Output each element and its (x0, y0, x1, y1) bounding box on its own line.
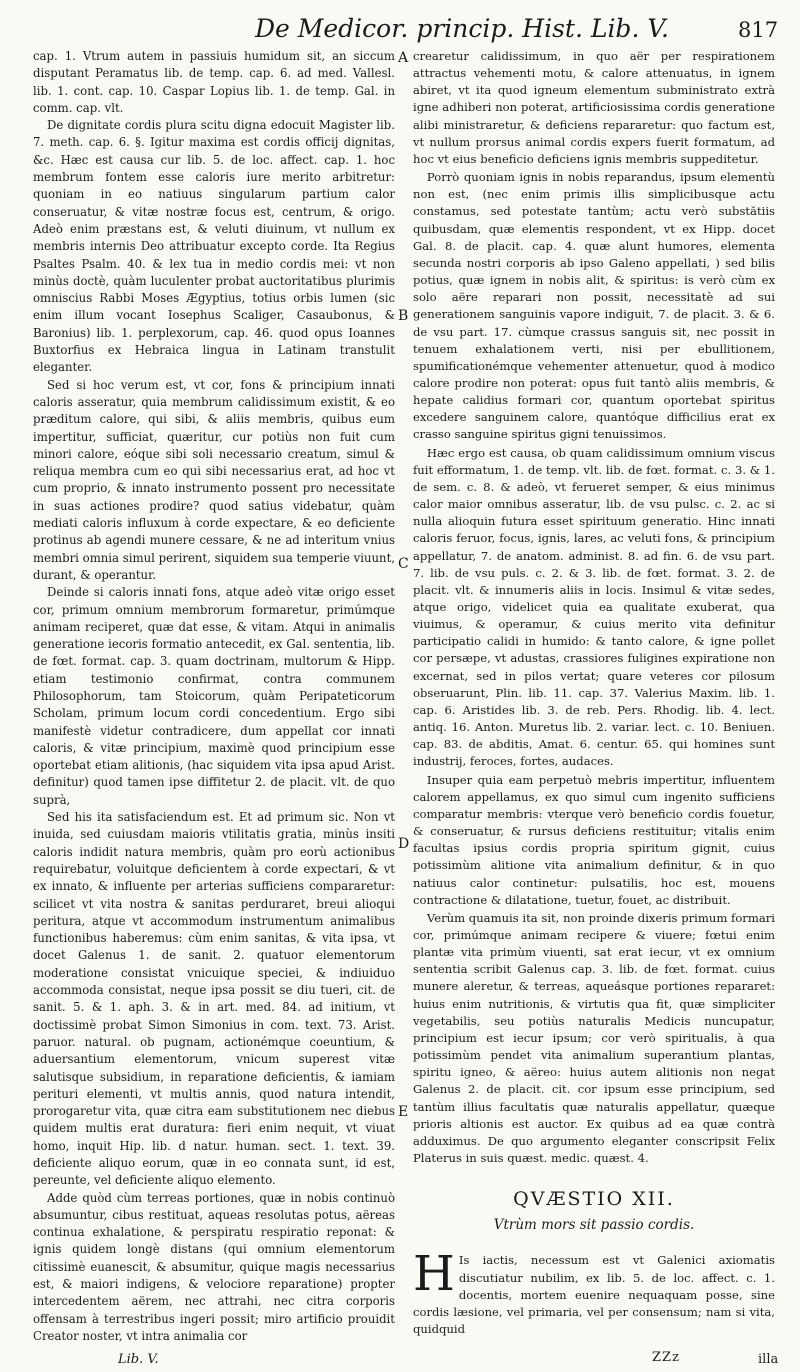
question-text (413, 1246, 775, 1338)
paragraph: Porrò quoniam ignis in nobis reparandus, ipsum elementù non est, (nec enim primis illis simplicibusque actu constamus, sed potestate tantùm; actu verò substătiis quibusdam, quæ elementis respondent, vt ex Hipp. docet Gal. 8. de placit. cap. 4. quæ alunt humores, elementa secunda nostri corporis ab ipso Galeno appellati, ) sed bilis potius, quæ ignem in nobis alit, & spiritus: is verò cùm ex solo aëre reparari non possit, necessitatè ad sui generationem sanguinis vapore indiguit, 7. de placit. 3. & 6. de vsu part. 17. cùmque crassus sanguis sit, nec possit in tenuem exhalationem verti, nisi per ebullitionem, spumificationémque vehementer attenuetur, quod à modico calore prodire non poterat: opus fuit tantò aliis membris, & hepate calidius formari cor, quantum oportebat spiritus excedere sanguinem calore, quantóque difficilius erat ex crasso sanguine spiritus gigni tenuissimos. (413, 170, 775, 442)
paragraph: Sed si hoc verum est, vt cor, fons & principium innati caloris asseratur, quia membrum calidissimum existit, & eo præditum calore, qui sibi, & aliis membris, quibus eum impertitur, sufficiat, quæritur, cur potiùs non fuit cum minori calore, eóque sibi soli necessario creatum, simul & reliqua membra cum eo qui sibi necessarius erat, ad hoc vt cum proprio, & innato instrumento possent pro necessitate in suas actiones prodire? quod satius videbatur, quàm mediati caloris influxum à corde expectare, & eo deficiente protinus ab agendi munere cessare, & ne ad interitum vnius membri omnia simul perirent, siquidem sua temperie viuunt, durant, & operantur. (33, 377, 395, 582)
margin-marker-c: C (398, 556, 409, 572)
paragraph: De dignitate cordis plura scitu digna edocuit Magister lib. 7. meth. cap. 6. §. Igitur maxima est cordis officij dignitas, &c. Hæc est causa cur lib. 5. de loc. affect. cap. 1. hoc membrum fontem esse caloris iure merito arbitretur: quoniam in eo natiuus singularum partium calor conseruatur, & vitæ nostræ focus est, centrum, & origo. Adeò enim præstans est, & veluti diuinum, vt nullum ex membris internis Deo attribuatur excepto corde. Ita Regius Psaltes Psalm. 40. & lex tua in medio cordis mei: vt non minùs doctè, quàm luculenter probat auctoritatibus plurimis omniscius Rabbi Moses Ægyptius, totius orbis lumen (sic enim illum vocant Iosephus Scaliger, Casaubonus, & Baronius) lib. 1. perplexorum, cap. 46. quod opus Ioannes Buxtorfius ex Hebraica lingua in Latinam transtulit eleganter. (33, 118, 395, 375)
question-body: Is iactis, necessum est vt Galenici axiomatis discutiatur nubilim, ex lib. 5. de loc. affect. c. 1. docentis, mortem euenire nequaquam posse, sine cordis læsione, vel primaria, vel per consensum; nam si vita, quidquid (413, 1253, 775, 1337)
paragraph: Sed his ita satisfaciendum est. Et ad primum sic. Non vt inuida, sed cuiusdam maioris vtilitatis gratia, minùs insiti caloris indidit natura membris, quàm pro eorù actionibus requirebatur, voluitque deficientem à corde expectari, & vt ex innato, & influente per arterias sufficiens compararetur: scilicet vt vita nostra & sanitas perduraret, breui alioqui peritura, atque vt accommodum instrumentum animalibus functionibus haberemus: cùm enim sanitas, & vita ipsa, vt docet Galenus 1. de sanit. 2. quatuor elementorum moderatione consistat vnicuique speciei, & indiuiduo accommoda consistat, neque ipsa possit se diu tueri, cit. de sanit. 5. & 1. aph. 3. & in art. med. 84. ad initium, vt doctissimè probat Simon Simonius in com. text. 73. Arist. paruor. natural. ob pugnam, actionémque coeuntium, & aduersantium elementorum, vnicum superest vitæ salutisque subsidium, in reparatione deficientis, & iamiam perituri elementi, vt multis annis, quod natura intendit, prorogaretur vita, quæ citra eam substitutionem nec diebus quidem multis erat duratura: fieri enim nequit, vt viuat homo, inquit Hip. lib. d natur. human. sect. 1. text. 39. deficiente aliquo eorum, quæ in eo connata sunt, id est, pereunte, vel deficiente aliquo elemento. (33, 810, 395, 1188)
paragraph: crearetur calidissimum, in quo aër per respirationem attractus vehementi motu, & calore attenuatus, in ignem abiret, vt ita quod igneum elementum subministrato extrà igne adhiberi non poterat, artificiosissima cordis generatione alibi ministraretur, & deficiens repararetur: quo factum est, vt nullum prorsus animal cordis expers fuerit formatum, ad hoc vt eius beneficio deficiens ignis membris suppeditetur. (413, 49, 775, 166)
paragraph: Deinde si caloris innati fons, atque adeò vitæ origo esset cor, primum omnium membrorum formaretur, primúmque animam reciperet, quæ dat esse, & vitam. Atqui in animalis generatione iecoris formatio antecedit, ex Gal. sententia, lib. de fœt. format. cap. 3. quam doctrinam, multorum & Hipp. etiam testimonio confirmat, contra communem Philosophorum, tam Stoicorum, quàm Peripateticorum Scholam, primum locum cordi concedentium. Ergo sibi manifestè videtur contradicere, dum appellat cor innati caloris, & vitæ principium, maximè quod principium esse oportebat etiam alitionis, (hac siquidem vita ipsa apud Arist. definitur) quod tamen ipse diffitetur 2. de placit. vlt. de quo suprà, (33, 585, 395, 807)
paragraph: Insuper quia eam perpetuò mebris impertitur, influentem calorem appellamus, ex quo simul cum ingenito sufficiens comparatur membris: vterque verò beneficio cordis fouetur, & conseruatur, & rursus deficiens restituitur; vitalis enim facultas ipsius cordis propria spiritum gignit, cuius potissimùm alitione vita animalium definitur, & in quo natiuus calor continetur: pulsatilis, hoc est, mouens contractione & dilatatione, tuetur, fouet, ac distribuit. (413, 772, 775, 907)
left-column (33, 48, 395, 1345)
margin-marker-a: A (398, 50, 409, 66)
footer-catchword: illa (758, 1352, 779, 1367)
drop-cap: H (413, 1246, 455, 1303)
question-heading: QVÆSTIO XII. (513, 1188, 675, 1211)
paragraph: Verùm quamuis ita sit, non proinde dixeris primum formari cor, primúmque animam recipere & viuere; fœtui enim plantæ vita primùm viuenti, sat erat iecur, vt ex omnium sententia scribit Galenus cap. 3. lib. de fœt. format. cuius munere aleretur, & terreas, aqueásque portiones repararet: huius enim nutritionis, & virtutis qua fit, quæ simpliciter vegetabilis, seu potiùs naturalis Medicis nuncupatur, principium est iecur ipsum; cor verò spiritualis, à qua potissimùm pendet vita animalium superantium plantas, spiritu igneo, & aëreo: huius autem alitionis non negat Galenus 2. de placit. cit. cor ipsum esse principium, sed tantùm illius facultatis quæ naturalis appellatur, quæque prioris altionis est auctor. Ex quibus ad ea quæ contrà adduximus. De quo argumento eleganter conscripsit Felix Platerus in suis quæst. medic. quæst. 4. (413, 910, 775, 1165)
margin-marker-e: E (398, 1104, 409, 1120)
running-header: De Medicor. princip. Hist. Lib. V. (255, 14, 669, 43)
paragraph: cap. 1. Vtrum autem in passiuis humidum sit, an siccum disputant Peramatus lib. de temp. cap. 6. ad med. Vallesl. lib. 1. cont. cap. 10. Caspar Lopius lib. 1. de temp. Gal. in comm. cap. vlt. (33, 49, 395, 115)
question-subtitle: Vtrùm mors sit passio cordis. (493, 1217, 695, 1234)
margin-marker-d: D (398, 836, 410, 852)
margin-marker-b: B (398, 308, 409, 324)
paragraph: Hæc ergo est causa, ob quam calidissimum omnium viscus fuit efformatum, 1. de temp. vlt. lib. de fœt. format. c. 3. & 1. de sem. c. 8. & adeò, vt ferueret semper, & eius minimus calor maior omnibus asseratur, lib. de vsu pulsc. c. 2. ac si nulla alioquin futura esset spirituum generatio. Hinc innati caloris feruor, focus, ignis, lares, ac veluti fons, & principium appellatur, 7. de anatom. administ. 8. ad fin. 6. de vsu part. 7. lib. de vsu puls. c. 2. & 3. lib. de fœt. format. 3. 2. de placit. vlt. & innumeris aliis in locis. Insimul & vitæ sedes, atque origo, videlicet quia ea qualitate exuberat, qua viuimus, & operamur, & cuius merito vita definitur participatio calidi in humido: & tanto calore, & igne pollet cor persæpe, vt adustas, crassiores fuligines expiratione non excernat, sed in pilos vertat; quare veteres cor pilosum obseruarunt, Plin. lib. 11. cap. 37. Valerius Maxim. lib. 1. cap. 6. Aristides lib. 3. de reb. Pers. Rhodig. lib. 4. lect. antiq. 16. Anton. Muretus lib. 2. variar. lect. c. 10. Beniuen. cap. 83. de abditis, Amat. 6. centur. 65. qui homines sunt industrij, feroces, fortes, audaces. (413, 445, 775, 769)
footer-signature: ZZz (652, 1350, 680, 1365)
paragraph: Adde quòd cùm terreas portiones, quæ in nobis continuò absumuntur, cibus restituat, aqueas resolutas potus, aëreas continua exhalatione, & perspiratu respiratio reponat: & ignis quidem longè distans (qui omnium elementorum citissimè euanescit, & absumitur, quique magis necessarius est, & maiori indigens, & velociore reparatione) propter intercedentem aërem, nec attrahi, nec citra corporis offensam à terrestribus ingeri possit; miro artificio prouidit Creator noster, vt intra animalia cor (33, 1190, 395, 1343)
footer-book-label: Lib. V. (118, 1352, 159, 1367)
page-number: 817 (738, 18, 779, 42)
right-column (413, 48, 775, 1338)
